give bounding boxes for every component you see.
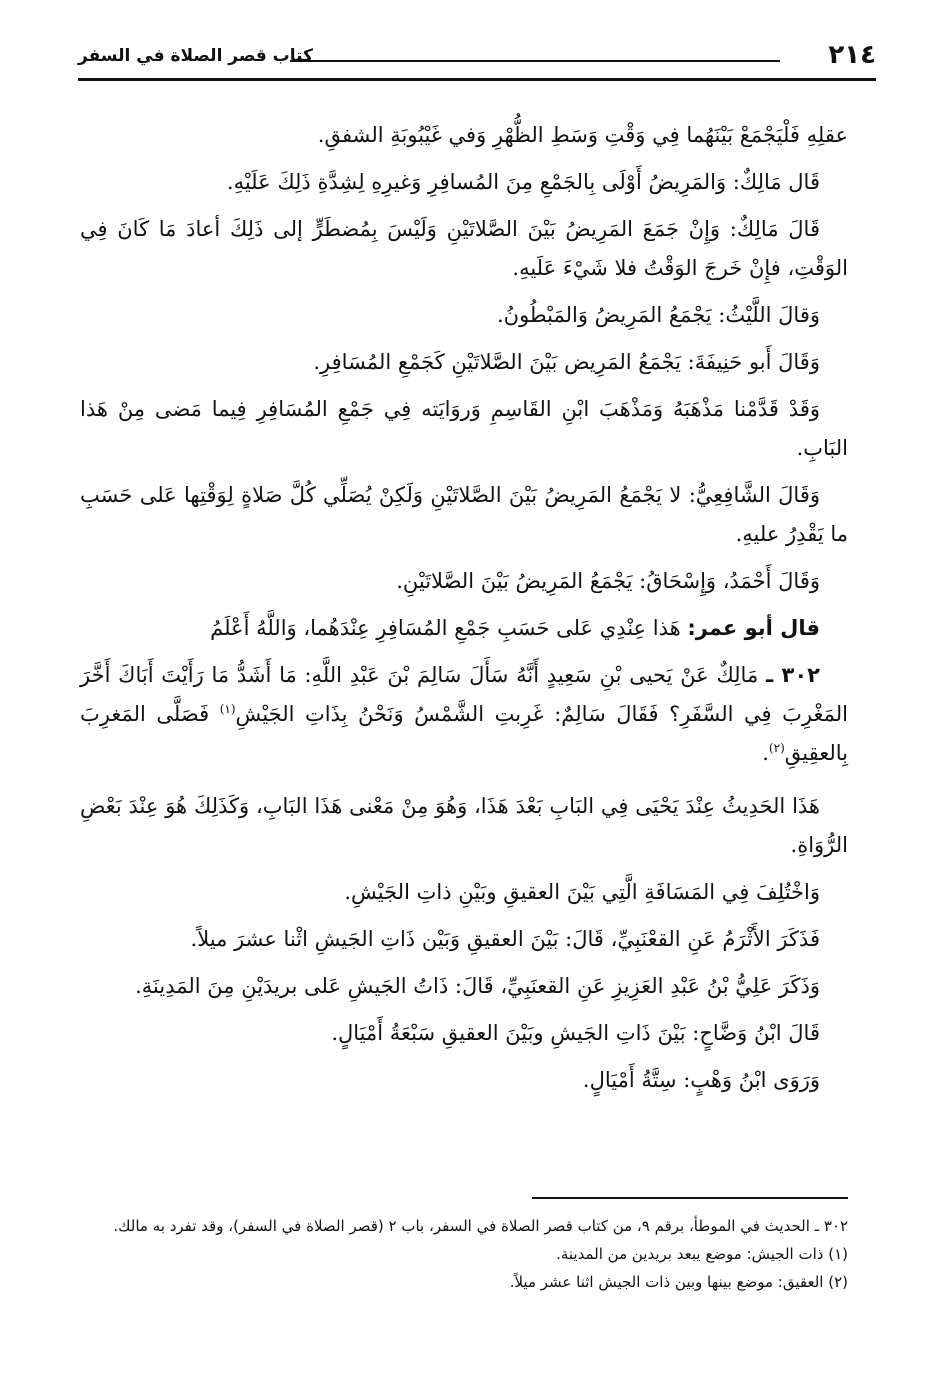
- footnotes: [80, 1212, 848, 1296]
- paragraph-1: عقلِهِ فَلْيَجْمَعْ بَيْنَهُما فِي وَقْتِ وَسَطِ الظُّهْرِ وَفي غَيْبُوبَةِ الشفقِ.: [317, 123, 848, 147]
- paragraph-2: قَال مَالِكٌ: وَالمَرِيضُ أَوْلَى بِالجَمْعِ مِنَ المُسافِرِ وَغيرِهِ لِشِدَّةِ ذَلِكَ عَلَيْهِ.: [226, 170, 820, 194]
- footnote-ref-2: (٢): [768, 741, 785, 755]
- footnote-rule: [532, 1197, 848, 1199]
- paragraph-14: وَذَكَرَ عَلِيُّ بْنُ عَبْدِ العَزِيزِ عَنِ القعنَبِيِّ، قَالَ: ذَاتُ الجَيشِ عَلى بريدَيْنِ مِنَ المَدِينَةِ.: [135, 974, 820, 998]
- paragraph-11: هَذَا الحَدِيثُ عِنْدَ يَحْيَى فِي البَابِ بَعْدَ هَذَا، وَهُوَ مِنْ مَعْنى هَذَا البَابِ، وَكَذَلِكَ هُوَ عِنْدَ بَعْضِ الرُّوَاةِ.: [80, 794, 848, 857]
- footnote-2: (٢) العقيق: موضع بينها وبين ذات الجيش اثنا عشر ميلاً.: [509, 1273, 848, 1291]
- paragraph-13: فَذَكَرَ الأَثْرَمُ عَنِ القعْنَبِيِّ، قَالَ: بَيْنَ العقيقِ وَبَيْن ذَاتِ الجَيشِ اثْنا عشرَ ميلاً.: [190, 927, 820, 951]
- paragraph-7: وَقَالَ الشَّافِعِيُّ: لا يَجْمَعُ المَرِيضُ بَيْنَ الصَّلاتَيْنِ وَلَكِنْ يُصَلِّي كُلَّ صَلاةٍ لِوَقْتِها عَلى حَسَبِ ما يَقْدِرُ عليهِ.: [80, 483, 848, 546]
- footnote-ref-1: (١): [219, 702, 236, 716]
- page-number: ٢١٤: [828, 40, 876, 70]
- footnote-1: (١) ذات الجيش: موضع يبعد بريدين من المدينة.: [556, 1245, 848, 1263]
- paragraph-4: وَقالَ اللَّيْثُ: يَجْمَعُ المَرِيضُ وَالمَبْطُونُ.: [496, 303, 820, 327]
- paragraph-6: وَقَدْ قَدَّمْنا مَذْهَبَهُ وَمَذْهَبَ ابْنِ القَاسِمِ وَروَايَته فِي جَمْعِ المُسَافِرِ فِيما مَضى مِنْ هَذا البَابِ.: [80, 397, 848, 460]
- hadith-302: ٣٠٢ ـ مَالِكٌ عَنْ يَحيى بْنِ سَعِيدٍ أَنَّهُ سَأَلَ سَالِمَ بْنَ عَبْدِ اللَّهِ: مَا أَشَدُّ مَا رَأَيْتَ أَبَاكَ أَخَّرَ المَغْرِبَ فِي السَّفَرِ؟ فَقَالَ سَالِمٌ: غَرِبتِ الشَّمْسُ وَنَحْنُ بِذَاتِ الجَيْشِ$^{(١)}$ فَصَلَّى المَغرِبَ بِالعقِيقِ$^{(٢)}$.: [80, 663, 848, 765]
- hadith-number: ٣٠٢ ـ: [765, 663, 820, 687]
- header-rule: [78, 78, 876, 81]
- main-text: [80, 116, 848, 1100]
- header-short-rule: [290, 60, 780, 62]
- footnote-hadith: ٣٠٢ ـ الحديث في الموطأ، برقم ٩، من كتاب قصر الصلاة في السفر، باب ٢ (قصر الصلاة في السفر)، وقد تفرد به مالك.: [113, 1217, 848, 1235]
- page-header: [78, 38, 876, 78]
- paragraph-3: قَالَ مَالِكٌ: وَإِنْ جَمَعَ المَرِيضُ بَيْنَ الصَّلاتَيْنِ وَلَيْسَ بِمُضطَرٍّ إلى ذَلِكَ أعادَ مَا كَانَ فِي الوَقْتِ، فإِنْ خَرجَ الوَقْتُ فلا شَيْءَ عَلَيهِ.: [80, 217, 848, 280]
- paragraph-9: قال أبو عمر: هَذا عِنْدِي عَلى حَسَبِ جَمْعِ المُسَافِرِ عِنْدَهُما، وَاللَّهُ أَعْلَمُ: [210, 616, 820, 640]
- paragraph-8: وَقَالَ أَحْمَدُ، وَإِسْحَاقُ: يَجْمَعُ المَرِيضُ بَيْنَ الصَّلاتَيْنِ.: [396, 569, 820, 593]
- paragraph-16: وَرَوَى ابْنُ وَهْبٍ: سِتَّةُ أَمْيَالٍ.: [582, 1068, 820, 1092]
- paragraph-15: قَالَ ابْنُ وَضَّاحٍ: بَيْنَ ذَاتِ الجَيشِ وبَيْنَ العقيقِ سَبْعَةُ أَمْيَالٍ.: [331, 1021, 820, 1045]
- paragraph-12: وَاخْتُلِفَ فِي المَسَافَةِ الَّتِي بَيْنَ العقيقِ وبَيْنِ ذاتِ الجَيْشِ.: [344, 880, 820, 904]
- running-title: كتاب قصر الصلاة في السفر: [78, 46, 313, 66]
- speaker-label: قال أبو عمر:: [687, 616, 820, 640]
- paragraph-5: وَقَالَ أَبو حَنِيفَةَ: يَجْمَعُ المَرِيض بَيْنَ الصَّلاتَيْنِ كَجَمْعِ المُسَافِرِ.: [313, 350, 820, 374]
